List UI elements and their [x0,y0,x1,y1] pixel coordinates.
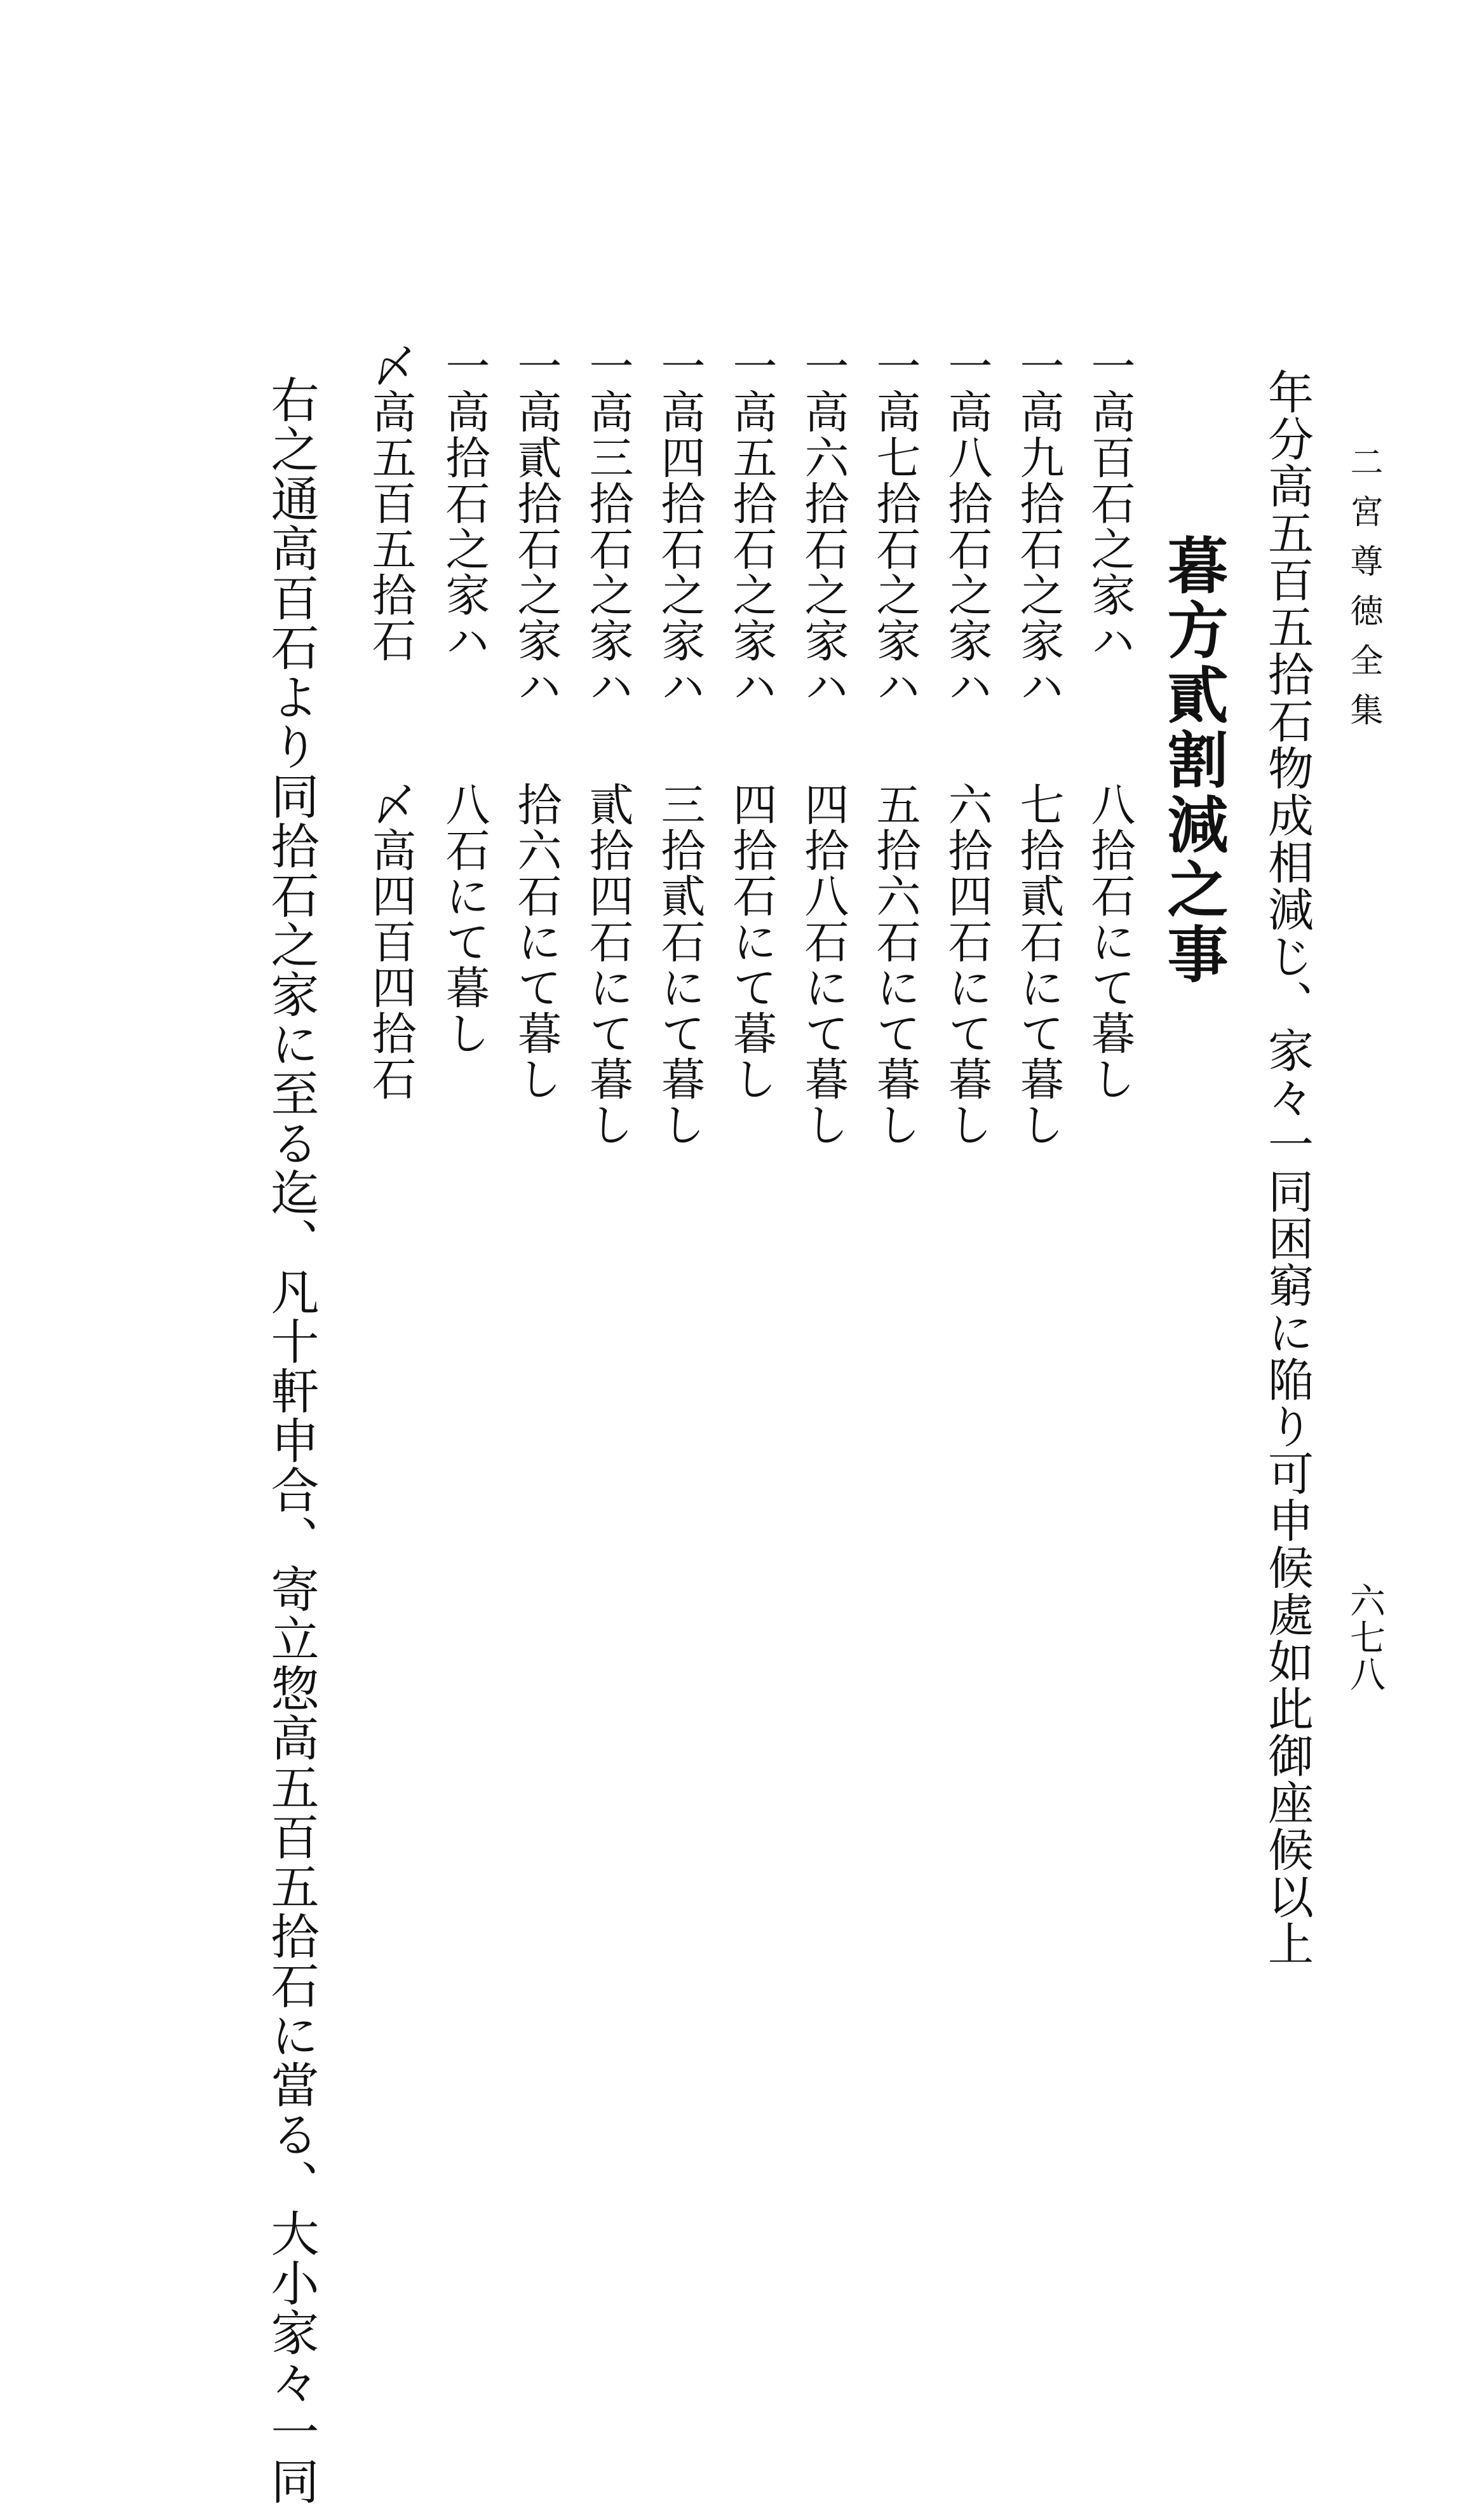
entry-household: 一高三拾石之家ハ [582,343,634,709]
entry-living: 四拾八石にて暮し [797,782,849,1148]
entry-living: 七拾貳石にて暮し [1013,782,1065,1148]
closing-paragraph: 右之通高百石より同拾石之家に至る迄、凡十軒申合、寄立惣高五百五拾石に當る、大小家々一同 [263,375,320,2506]
entry-living: 五拾六石にて暮し [869,782,921,1148]
entry-household: 一高貳拾石之家ハ [510,343,562,709]
entry-household: 一高拾石之家ハ [438,343,490,663]
entry-living: 八拾石にて暮し [1084,782,1136,1102]
entry-household: 一高五拾石之家ハ [725,343,778,709]
entry-household: 一高四拾石之家ハ [654,343,706,709]
entry-living: 拾六石にて暮し [510,782,562,1102]
entry-household: 一高八拾石之家ハ [941,343,993,709]
entry-household: 一高六拾石之家ハ [797,343,849,709]
entry-household: 一高百石之家ハ [1084,343,1136,663]
entry-household: 一高九拾石之家ハ [1013,343,1065,709]
entry-total-living: 〆高四百四拾石 [365,782,417,1102]
entry-living: 三拾貳石にて暮し [654,782,706,1148]
opening-paragraph: 年分高五百五拾石物成相減じ、家々一同困窮に陥り可申候處如此御座候以上 [1260,369,1314,1967]
entry-living: 貳拾四石にて暮し [582,782,634,1148]
entry-living: 四拾石にて暮し [725,782,778,1102]
entry-household: 一高七拾石之家ハ [869,343,921,709]
running-head: 二宮尊徳全集 [1344,445,1382,742]
page-number: 六七八 [1344,1582,1386,1693]
entry-living: 六拾四石にて暮し [941,782,993,1148]
entry-total-household: 〆高五百五拾石 [365,343,417,663]
entry-living: 八石にて暮し [438,782,490,1056]
section-title: 暮方貳割減之事 [1157,534,1229,987]
